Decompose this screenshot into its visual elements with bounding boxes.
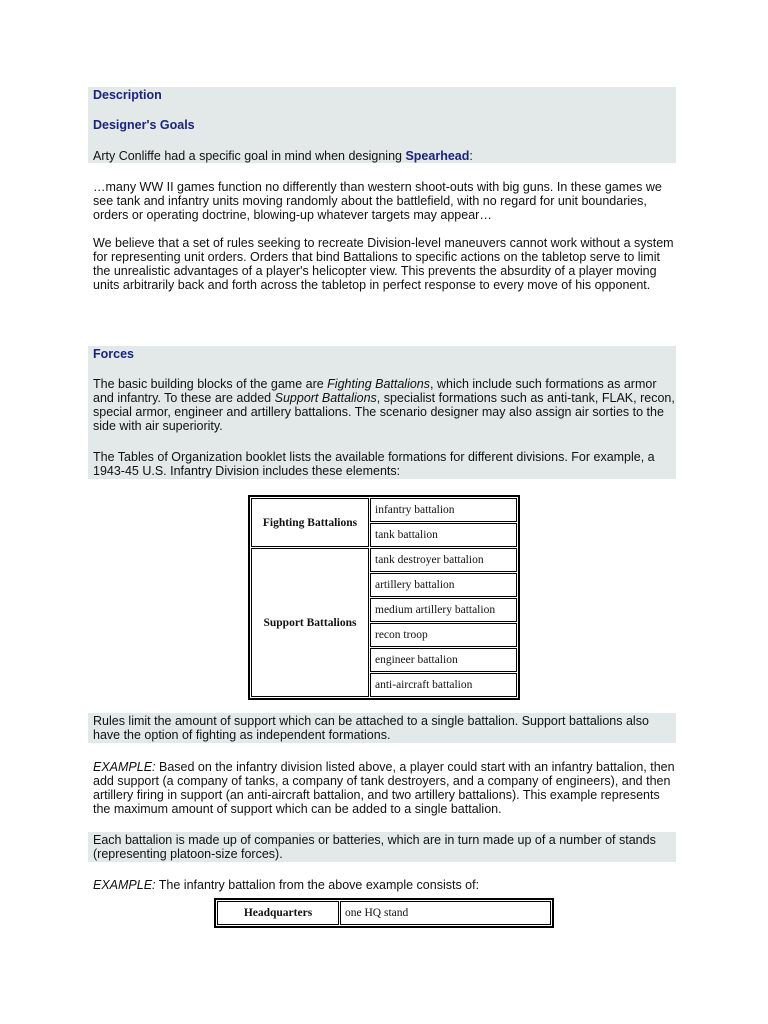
designers-goals-heading: Designer's Goals bbox=[93, 118, 195, 132]
battalion-table bbox=[214, 898, 554, 928]
division-table bbox=[248, 495, 520, 700]
forces-heading: Forces bbox=[93, 347, 134, 361]
table-cell: anti-aircraft battalion bbox=[370, 673, 517, 697]
table-cell: artillery battalion bbox=[370, 573, 517, 597]
forces-paragraph-2: The Tables of Organization booklet lists the available formations for different divisions. For example, a 1943-45 U.S. Infantry Division includes these elements: bbox=[93, 450, 655, 478]
quote-paragraph-2: We believe that a set of rules seeking to recreate Division-level maneuvers cannot work without a system for representing unit orders. Orders that bind Battalions to specific actions on the tabletop serve to limit the unrealistic advantages of a player's helicopter view. This prevents the absurdity of a player moving units arbitrarily back and forth across the tabletop in perfect response to every move of his opponent. bbox=[93, 236, 674, 292]
headquarters-label: Headquarters bbox=[217, 901, 339, 925]
table-row bbox=[217, 901, 551, 925]
example-paragraph-2: EXAMPLE: The infantry battalion from the above example consists of: bbox=[93, 878, 480, 892]
description-heading: Description bbox=[93, 88, 162, 102]
goals-intro: Arty Conliffe had a specific goal in mind when designing Spearhead: bbox=[93, 149, 473, 163]
forces-paragraph-1: The basic building blocks of the game are Fighting Battalions, which include such formations as armor and infantry. To these are added Support Battalions, specialist formations such as anti-tank, FLAK, recon, special armor, engineer and artillery battalions. The scenario designer may also assign air sorties to the side with air superiority. bbox=[93, 377, 675, 433]
table-cell: one HQ stand bbox=[340, 901, 551, 925]
table-row bbox=[251, 498, 517, 522]
example-paragraph-1: EXAMPLE: Based on the infantry division listed above, a player could start with an infantry battalion, then add support (a company of tanks, a company of tank destroyers, and a company of engineers), and then artillery firing in support (an anti-aircraft battalion, and two artillery battalions). This example represents the maximum amount of support which can be added to a single battalion. bbox=[93, 760, 675, 816]
rules-paragraph: Rules limit the amount of support which can be attached to a single battalion. Support battalions also have the option of fighting as independent formations. bbox=[93, 714, 649, 742]
table-cell: medium artillery battalion bbox=[370, 598, 517, 622]
table-cell: infantry battalion bbox=[370, 498, 517, 522]
support-battalions-label: Support Battalions bbox=[251, 548, 369, 697]
game-title: Spearhead bbox=[405, 149, 470, 163]
table-cell: tank destroyer battalion bbox=[370, 548, 517, 572]
table-cell: recon troop bbox=[370, 623, 517, 647]
quote-paragraph-1: …many WW II games function no differently than western shoot-outs with big guns. In these games we see tank and infantry units moving randomly about the battlefield, with no regard for unit boundaries, orders or operating doctrine, blowing-up whatever targets may appear… bbox=[93, 180, 662, 222]
table-cell: tank battalion bbox=[370, 523, 517, 547]
companies-paragraph: Each battalion is made up of companies or batteries, which are in turn made up of a number of stands (representing platoon-size forces). bbox=[93, 833, 656, 861]
table-row bbox=[251, 548, 517, 572]
table-cell: engineer battalion bbox=[370, 648, 517, 672]
fighting-battalions-label: Fighting Battalions bbox=[251, 498, 369, 547]
